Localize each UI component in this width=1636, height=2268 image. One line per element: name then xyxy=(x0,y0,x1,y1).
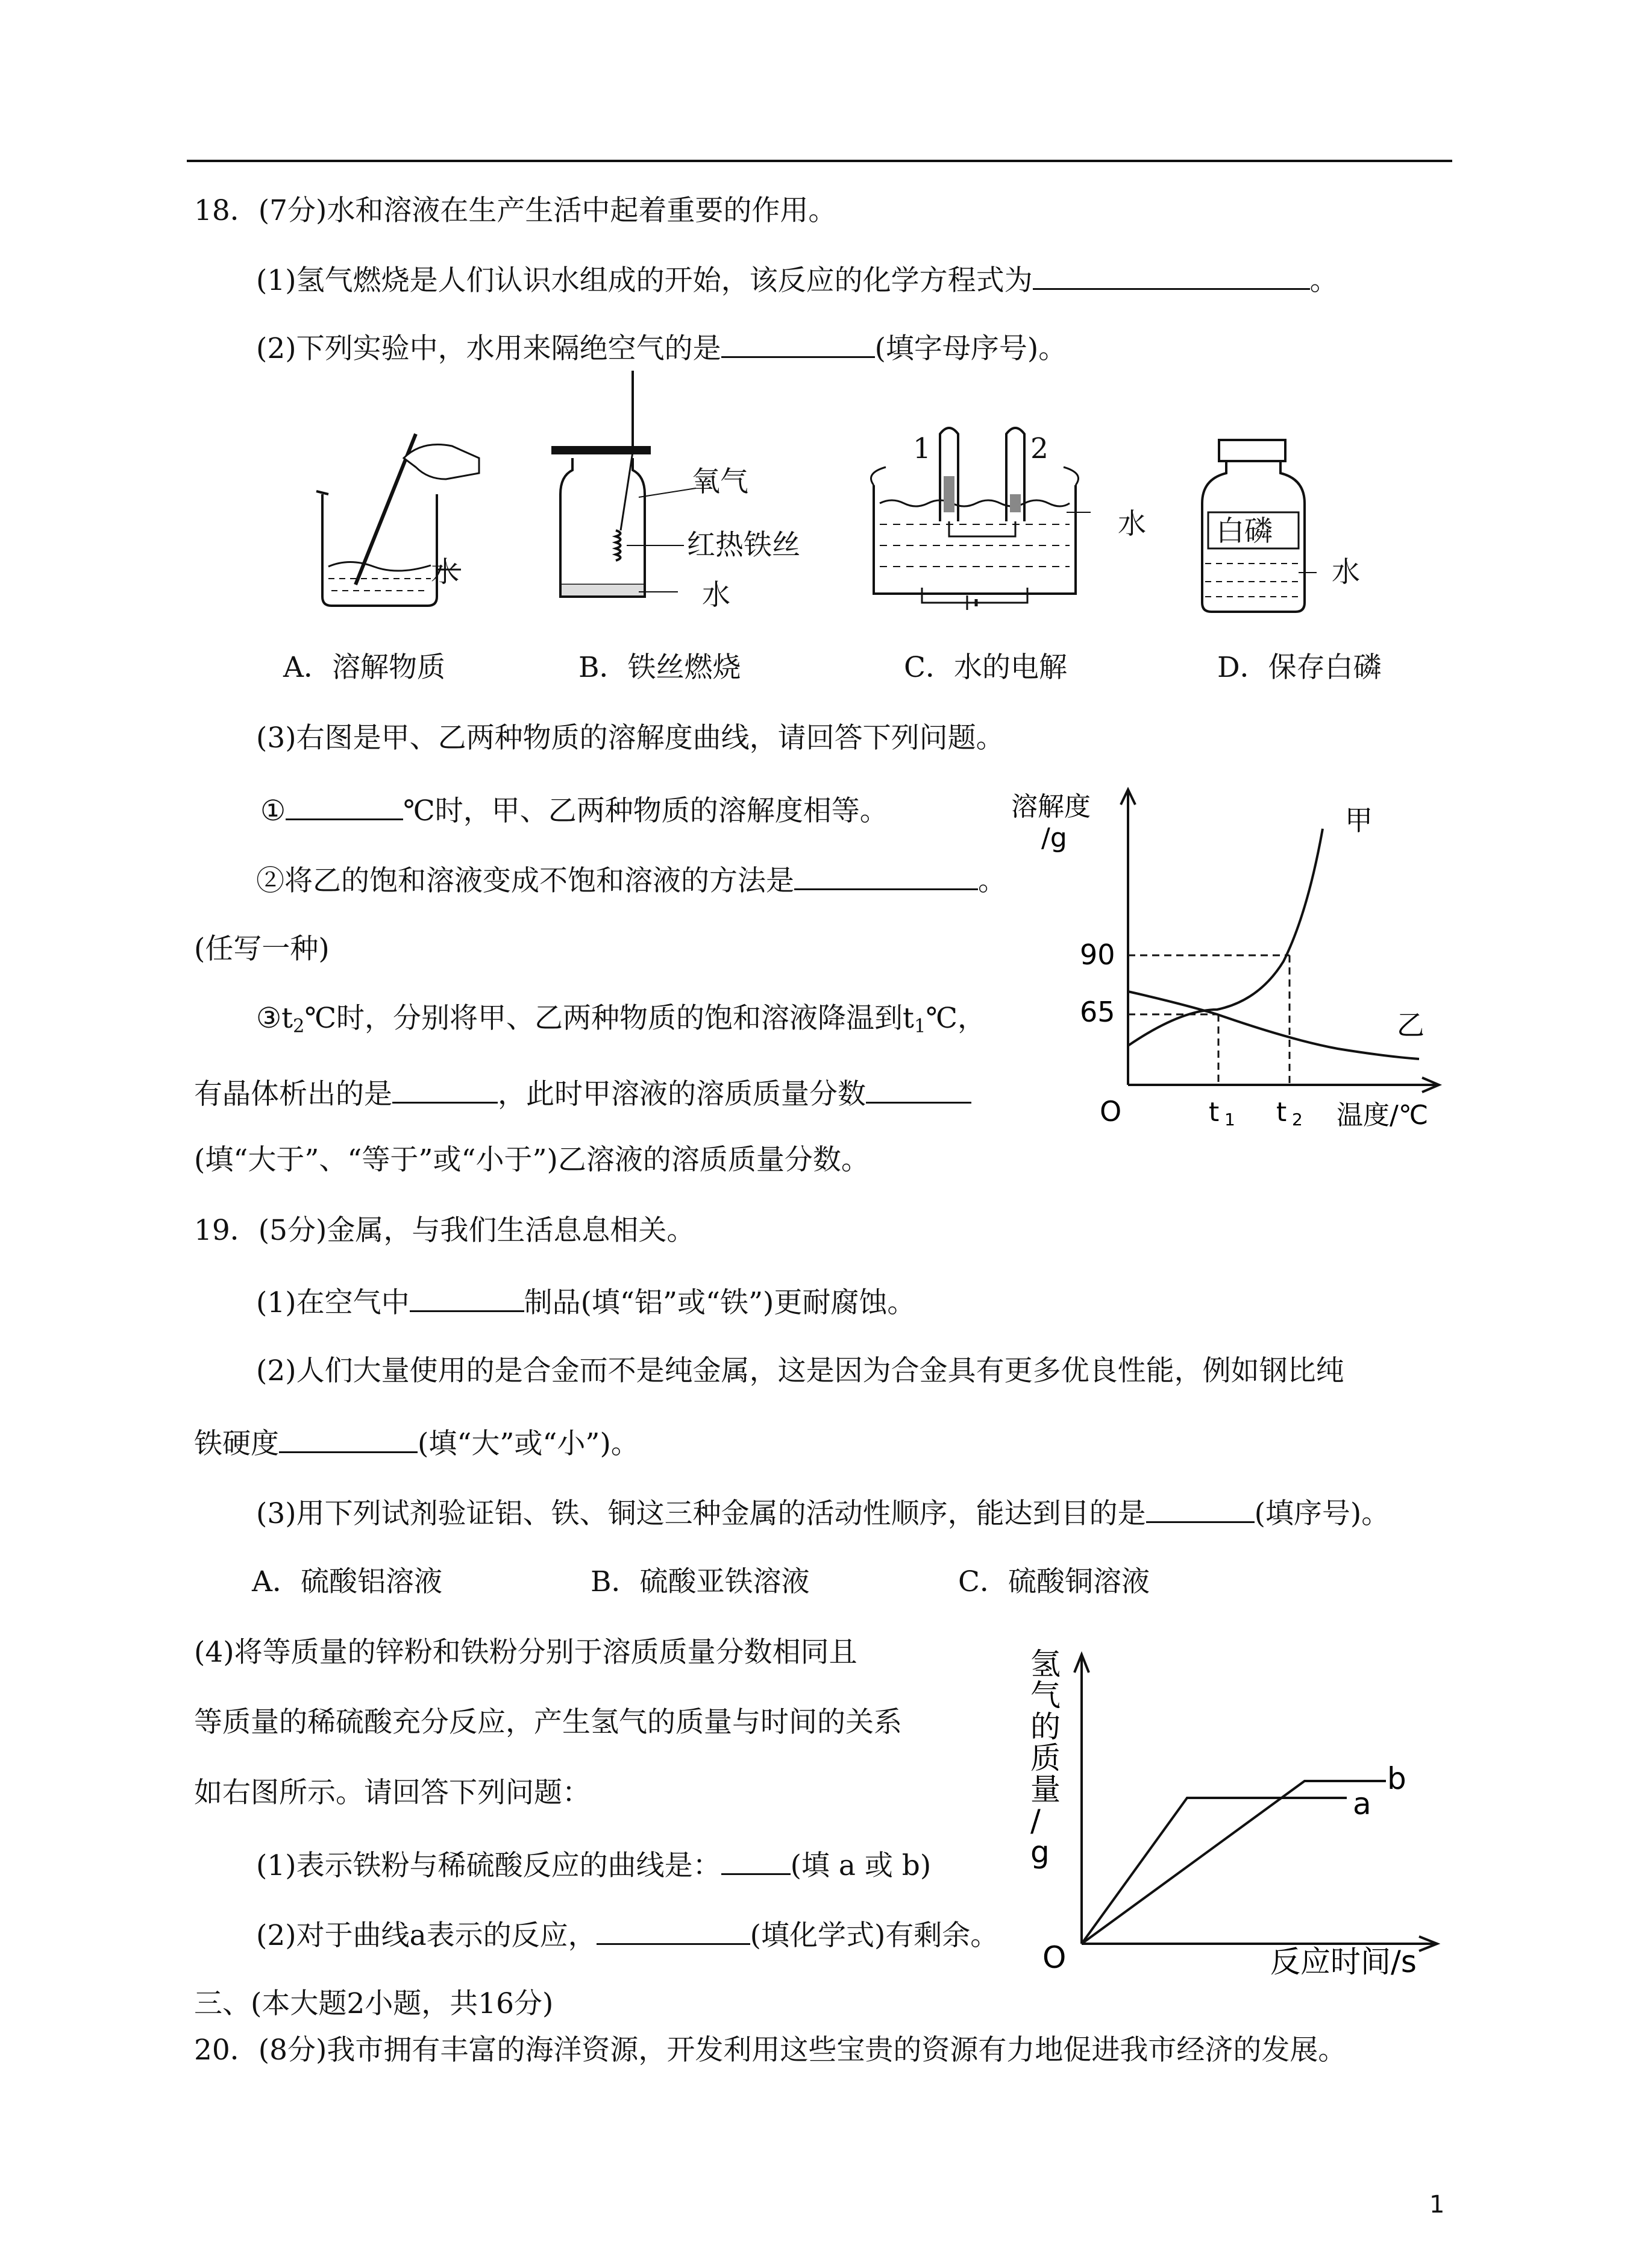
answer-blank[interactable] xyxy=(866,1074,971,1104)
answer-blank[interactable] xyxy=(410,1283,524,1312)
y-tick-label: 90 xyxy=(1080,938,1115,971)
hydrogen-ylabel-char: 量 xyxy=(1030,1772,1061,1807)
q19-option-c: C．硫酸铜溶液 xyxy=(958,1565,1150,1598)
q19-part2-line2: 铁硬度 (填“大”或“小”)。 xyxy=(194,1424,639,1462)
q18-part3: (3)右图是甲、乙两种物质的溶解度曲线，请回答下列问题。 xyxy=(256,721,1004,755)
figure-c-water-label: 水 xyxy=(1118,507,1146,541)
q19-part4-q2: (2)对于曲线a表示的反应， (填化学式)有剩余。 xyxy=(256,1915,998,1954)
figure-b-iron-label: 红热铁丝 xyxy=(687,529,800,562)
figure-c-tube-2-label: 2 xyxy=(1030,432,1048,465)
figure-c-electrolysis xyxy=(862,416,1091,615)
q19-part4-q1: (1)表示铁粉与稀硫酸反应的曲线是： (填 a 或 b) xyxy=(256,1845,931,1884)
figure-d-phosphorus-label: 白磷 xyxy=(1216,515,1273,548)
hydrogen-ylabel-char: 气 xyxy=(1030,1678,1061,1713)
answer-blank[interactable] xyxy=(721,1845,791,1875)
solubility-chart xyxy=(1000,781,1458,1142)
q19-part4-line2: 等质量的稀硫酸充分反应，产生氢气的质量与时间的关系 xyxy=(194,1706,902,1739)
hydrogen-ylabel-char: / xyxy=(1030,1803,1041,1838)
section3-heading: 三、(本大题2小题，共16分) xyxy=(194,1987,554,2020)
q18-part3-4: 有晶体析出的是 ，此时甲溶液的溶质质量分数 xyxy=(194,1074,971,1113)
hydrogen-origin: O xyxy=(1042,1940,1067,1975)
q19-option-a: A．硫酸铝溶液 xyxy=(252,1565,442,1598)
solubility-xlabel: 温度/℃ xyxy=(1337,1100,1429,1131)
q18-part3-5: (填“大于”、“等于”或“小于”)乙溶液的溶质质量分数。 xyxy=(194,1143,870,1176)
hydrogen-chart xyxy=(1018,1639,1476,1989)
series-jia-curve xyxy=(1128,829,1323,1046)
series-label-a: a xyxy=(1353,1786,1371,1821)
q19-part3: (3)用下列试剂验证铝、铁、铜这三种金属的活动性顺序，能达到目的是 (填序号)。 xyxy=(256,1494,1390,1532)
series-a-line xyxy=(1082,1798,1347,1944)
q19-part1: (1)在空气中 制品(填“铝”或“铁”)更耐腐蚀。 xyxy=(256,1283,915,1321)
answer-blank[interactable] xyxy=(1146,1494,1255,1523)
q18-option-d: D．保存白磷 xyxy=(1217,651,1382,684)
solubility-origin: O xyxy=(1100,1095,1122,1128)
figure-a-water-label: 水 xyxy=(431,556,459,589)
figure-b-oxygen-label: 氧气 xyxy=(692,465,748,498)
answer-blank[interactable] xyxy=(1033,260,1310,290)
x-tick-subscript: 1 xyxy=(1224,1110,1235,1129)
answer-blank[interactable] xyxy=(721,328,875,358)
q18-option-b: B．铁丝燃烧 xyxy=(578,651,741,684)
figure-c-tube-1-label: 1 xyxy=(913,432,931,465)
solubility-ylabel-line1: 溶解度 xyxy=(1011,791,1091,822)
figure-b-iron-burning xyxy=(548,368,705,609)
page-number: 1 xyxy=(1429,2191,1445,2219)
series-label-yi: 乙 xyxy=(1397,1009,1424,1041)
q18-option-a: A．溶解物质 xyxy=(283,651,445,684)
x-tick-subscript: 2 xyxy=(1292,1110,1303,1129)
q18-part1: (1)氢气燃烧是人们认识水组成的开始，该反应的化学方程式为 。 xyxy=(256,260,1338,299)
q18-part3-2-note: (任写一种) xyxy=(194,932,330,966)
series-yi-curve xyxy=(1128,991,1419,1059)
hydrogen-ylabel-char: g xyxy=(1030,1835,1050,1870)
q18-part2: (2)下列实验中，水用来隔绝空气的是 (填字母序号)。 xyxy=(256,328,1067,367)
q19-header: 19．(5分)金属，与我们生活息息相关。 xyxy=(194,1214,695,1247)
header-rule xyxy=(187,160,1452,162)
series-label-jia: 甲 xyxy=(1345,804,1373,837)
series-b-line xyxy=(1082,1781,1386,1944)
hydrogen-ylabel-char: 的 xyxy=(1030,1709,1061,1744)
hydrogen-ylabel-char: 氢 xyxy=(1030,1647,1061,1682)
answer-blank[interactable] xyxy=(279,1424,418,1453)
q18-header: 18．(7分)水和溶液在生产生活中起着重要的作用。 xyxy=(194,194,837,227)
answer-blank[interactable] xyxy=(794,861,978,890)
q19-part4-line1: (4)将等质量的锌粉和铁粉分别于溶质质量分数相同且 xyxy=(194,1636,857,1669)
solubility-ylabel-line2: /g xyxy=(1041,823,1067,853)
figure-d-water-label: 水 xyxy=(1332,556,1360,589)
q18-part3-2: ②将乙的饱和溶液变成不饱和溶液的方法是 。 xyxy=(256,861,1006,899)
figure-b-water-label: 水 xyxy=(702,579,730,612)
q19-option-b: B．硫酸亚铁溶液 xyxy=(591,1565,810,1598)
q19-part4-line3: 如右图所示。请回答下列问题： xyxy=(194,1776,591,1809)
q19-part2-line1: (2)人们大量使用的是合金而不是纯金属，这是因为合金具有更多优良性能，例如钢比纯 xyxy=(256,1354,1344,1387)
answer-blank[interactable] xyxy=(597,1915,750,1945)
x-tick-label: t xyxy=(1209,1097,1220,1128)
series-label-b: b xyxy=(1387,1761,1406,1796)
q20-header: 20．(8分)我市拥有丰富的海洋资源，开发利用这些宝贵的资源有力地促进我市经济的发展。 xyxy=(194,2034,1347,2067)
q18-part3-1: ① ℃时，甲、乙两种物质的溶解度相等。 xyxy=(260,791,888,829)
hydrogen-xlabel: 反应时间/s xyxy=(1270,1944,1417,1979)
x-tick-label: t xyxy=(1276,1097,1287,1128)
answer-blank[interactable] xyxy=(392,1074,498,1104)
q18-option-c: C．水的电解 xyxy=(904,651,1067,684)
hydrogen-ylabel-char: 质 xyxy=(1030,1741,1061,1776)
answer-blank[interactable] xyxy=(286,791,403,820)
y-tick-label: 65 xyxy=(1080,996,1115,1028)
q18-part3-3: $③t_2℃$时，分别将甲、乙两种物质的饱和溶液降温到$t_1℃$， xyxy=(256,1002,986,1037)
